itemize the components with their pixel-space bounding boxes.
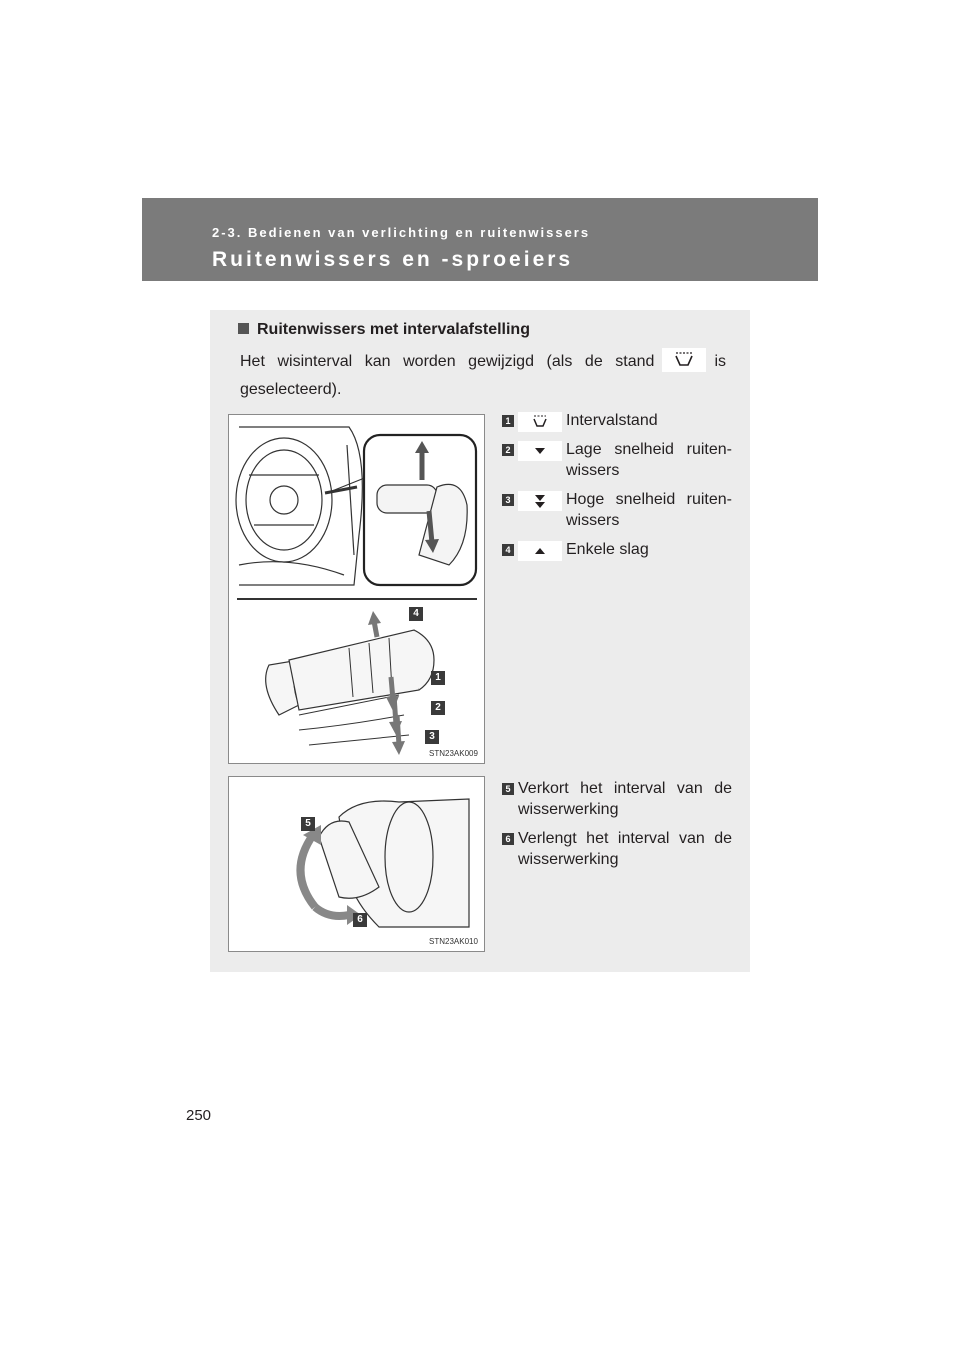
item-text: Enkele slag <box>566 541 649 558</box>
content-panel <box>210 310 750 972</box>
square-bullet-icon <box>238 323 249 334</box>
legend-item <box>502 778 732 820</box>
single-down-arrow-icon <box>518 441 562 461</box>
item-number: 6 <box>502 833 514 845</box>
item-text: Lage snelheid ruiten-wissers <box>566 441 732 479</box>
callout-marker: 1 <box>431 671 445 685</box>
section-header <box>142 198 818 281</box>
item-text: Hoge snelheid ruiten-wissers <box>566 491 732 529</box>
page-number: 250 <box>186 1107 212 1124</box>
item-number: 3 <box>502 494 514 506</box>
item-text: Verlengt het interval van de wisserwerking <box>518 830 732 868</box>
item-number: 2 <box>502 444 514 456</box>
callout-marker: 6 <box>353 913 367 927</box>
item-number: 4 <box>502 544 514 556</box>
double-down-arrow-icon <box>518 491 562 511</box>
intro-text: Het wisinterval kan worden gewijzigd (als de stand is geselecteerd). <box>240 348 726 404</box>
int-wiper-icon <box>662 348 706 372</box>
wiper-knob-illustration <box>228 776 485 952</box>
item-number: 5 <box>502 783 514 795</box>
item-text: Verkort het interval van de wisserwerking <box>518 780 732 818</box>
section-label: 2-3. Bedienen van verlichting en ruitenwissers <box>212 225 591 240</box>
subheading: Ruitenwissers met intervalafstelling <box>238 321 530 339</box>
wiper-lever-illustration <box>228 414 485 764</box>
legend-item <box>502 828 732 870</box>
legend-item <box>502 539 732 560</box>
item-number: 1 <box>502 415 514 427</box>
item-text: Intervalstand <box>566 412 658 429</box>
callout-marker: 3 <box>425 730 439 744</box>
legend-item <box>502 489 732 531</box>
legend-item <box>502 439 732 481</box>
wiper-positions-legend <box>502 410 732 568</box>
int-wiper-icon <box>518 412 562 432</box>
legend-item <box>502 410 732 431</box>
callout-marker: 2 <box>431 701 445 715</box>
interval-adjust-legend <box>502 778 732 878</box>
callout-marker: 5 <box>301 817 315 831</box>
callout-marker: 4 <box>409 607 423 621</box>
page-title: Ruitenwissers en -sproeiers <box>212 248 574 271</box>
figure-code: STN23AK009 <box>429 749 478 758</box>
up-arrow-icon <box>518 541 562 561</box>
figure-code: STN23AK010 <box>429 937 478 946</box>
